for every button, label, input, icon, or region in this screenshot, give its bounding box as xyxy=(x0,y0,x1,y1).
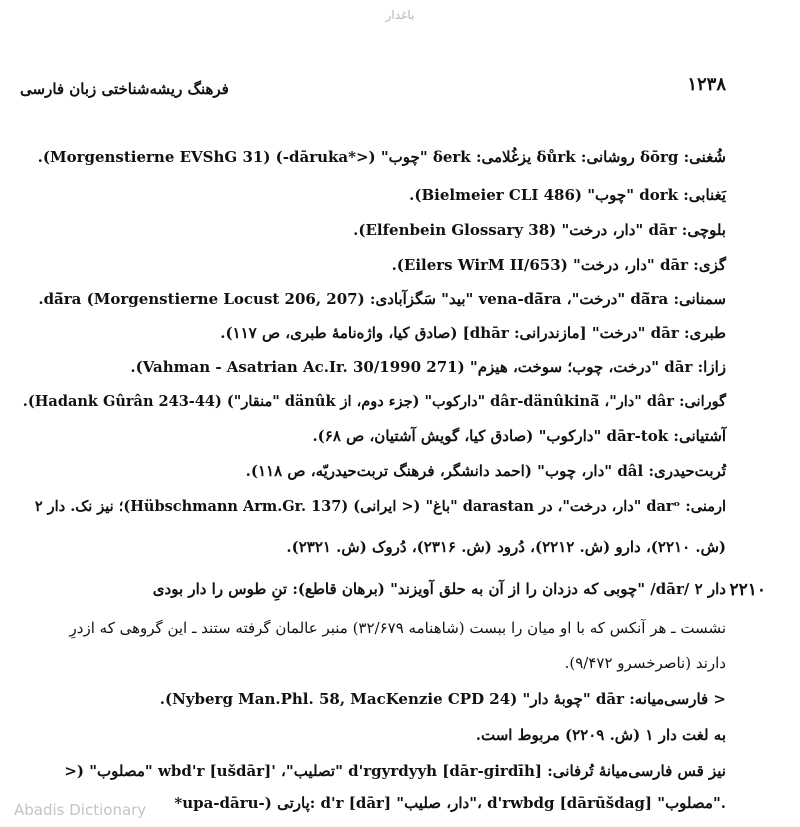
page-number: ۱۲۳۸ xyxy=(687,74,726,95)
entry-number: ۲۲۱۰ xyxy=(729,580,766,600)
entry-line: ارمنی: darᵒ "دار، درخت"، در darastan "باغ" (< ایرانی) (Hübschmann Arm.Gr. 137)؛ نیز نک. دار ۲ xyxy=(34,498,726,515)
entry-line: زازا: dār "درخت، چوب؛ سوخت، هیزم" (Vahman - Asatrian Ac.Ir. 30/1990 271). xyxy=(130,358,726,376)
entry-line: (ش. ۲۲۱۰)، دارو (ش. ۲۲۱۲)، دُرود (ش. ۲۳۱۶)، دُروک (ش. ۲۳۲۱). xyxy=(286,538,726,556)
entry-line: دارند (ناصرخسرو ۹/۴۷۲). xyxy=(564,654,726,672)
watermark: Abadis Dictionary xyxy=(14,801,147,819)
entry-line: گورانی: dâr "دار"، dâr-dänûkinā̆ "دارکوب" (جزء دوم، از dänûk "منقار") (Hadank Gûrân 243-44). xyxy=(22,393,726,410)
site-name: باغدار xyxy=(385,8,415,22)
entry-line: < فارسی‌میانه: dār "چوبهٔ دار" (Nyberg Man.Phl. 58, MacKenzie CPD 24). xyxy=(159,690,726,708)
entry-line: طبری: dār "درخت" [مازندرانی: dhār] (صادق کیا، واژه‌نامهٔ طبری، ص ۱۱۷). xyxy=(220,324,726,342)
entry-line: دار ۲ /dār/ "چوبی که دزدان را از آن به حلق آویزند" (برهان قاطع): تنِ طوس را دار بودی xyxy=(152,580,726,598)
entry-line: یَغنابی: dork "چوب" (Bielmeier CLI 486). xyxy=(409,186,726,204)
entry-line: شُغنی: δōrg روشانی: δůrk یزغُلامی: δerk "چوب" (<*dāruka-) (Morgenstierne EVShG 31). xyxy=(37,148,726,166)
entry-line: *upa-dāru-) پارتی: d'r [dār] "دار، صلیب"، d'rwbdg [dārūšdag] "مصلوب". xyxy=(174,794,726,812)
entry-line: نشست ـ هر آنکس که با او میان را ببست (شاهنامه ۳۲/۶۷۹) منبر عالمان گرفته ستند ـ این گروهی که ازدرِ xyxy=(69,619,726,637)
entry-line: گزی: dār "دار، درخت" (Eilers WirM II/653). xyxy=(391,256,726,274)
entry-line: نیز قس فارسی‌میانهٔ تُرفانی: d'rgyrdyyh [dār-girdīh] "تصلیب"، 'wbd'r [ušdār] "مصلوب" (< xyxy=(64,762,726,780)
entry-line: به لغت دار ۱ (ش. ۲۲۰۹) مربوط است. xyxy=(475,726,726,744)
entry-line: سمنانی: dā̆ra "درخت"، vena-dā̆ra "بید" سَگزآبادی: dā̆ra (Morgenstierne Locust 206, 207). xyxy=(38,290,726,308)
entry-line: تُربت‌حیدری: dâl "دار، چوب" (احمد دانشگر، فرهنگ تربت‌حیدریّه، ص ۱۱۸). xyxy=(245,462,726,480)
running-title: فرهنگ ریشه‌شناختی زبان فارسی xyxy=(20,80,229,98)
entry-line: بلوچی: dār "دار، درخت" (Elfenbein Glossary 38). xyxy=(353,221,726,239)
entry-line: آشتیانی: dār-tok "دارکوب" (صادق کیا، گویش آشتیان، ص ۶۸). xyxy=(312,427,726,445)
